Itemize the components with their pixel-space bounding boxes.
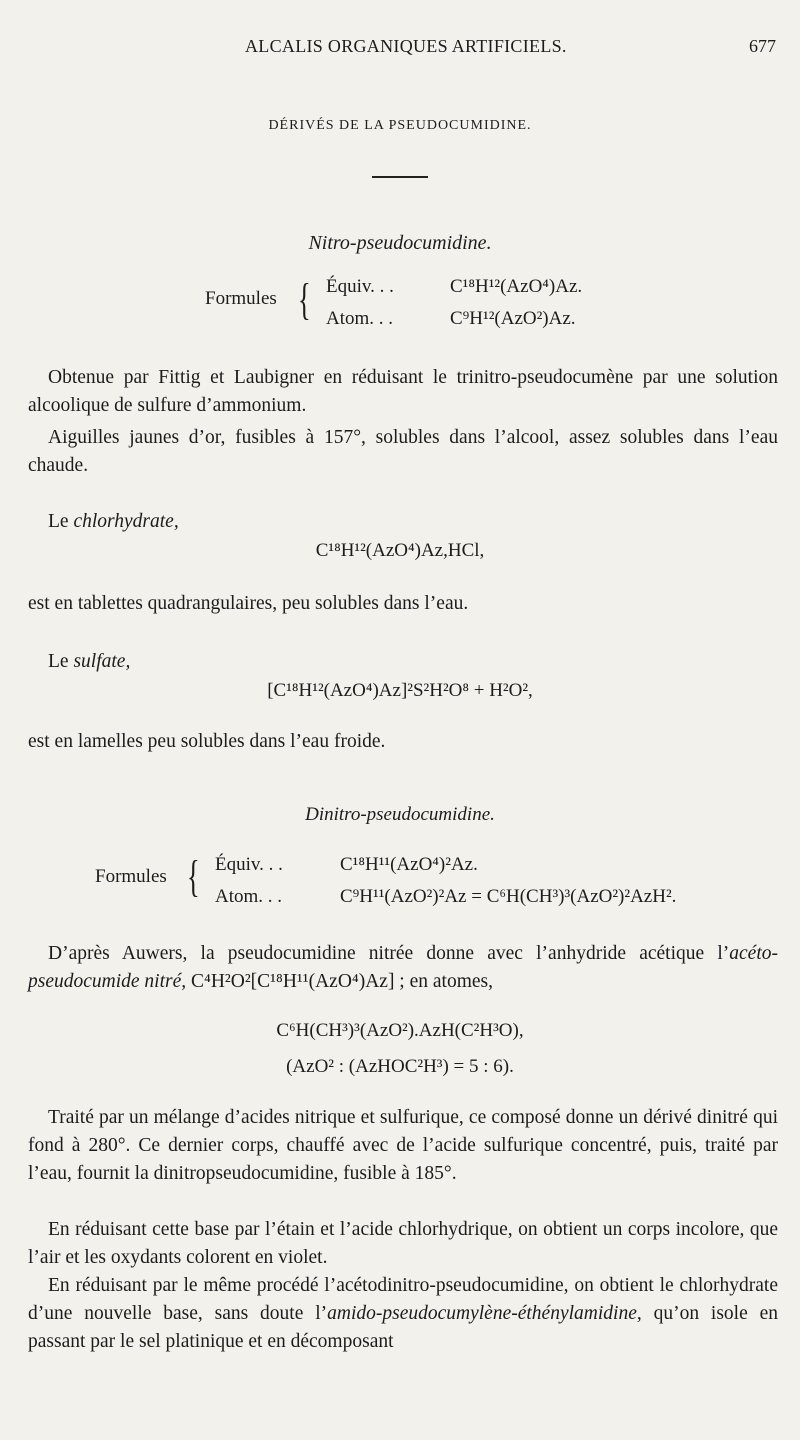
nitro-title: Nitro-pseudocumidine. bbox=[308, 232, 492, 254]
dinitro-p1-italic: acéto-pseudocumide nitré, bbox=[28, 943, 778, 992]
dinitro-p1-end: C⁴H²O²[C¹⁸H¹¹(AzO⁴)Az] ; en atomes, bbox=[186, 971, 493, 992]
dinitro-formulas-label: Formules bbox=[95, 866, 167, 887]
nitro-brace-icon: { bbox=[298, 275, 311, 324]
dinitro-equiv-formula: C¹⁸H¹¹(AzO⁴)²Az. bbox=[340, 854, 478, 875]
dinitro-brace-icon: { bbox=[187, 852, 200, 901]
dinitro-equiv-label: Équiv. . . bbox=[215, 854, 283, 875]
chlorhydrate-intro: Le bbox=[48, 511, 69, 532]
dinitro-paragraph-1 bbox=[28, 940, 778, 996]
chlorhydrate-word: chlorhydrate, bbox=[73, 511, 179, 532]
dinitro-p4-italic: amido-pseudocumylène-éthénylamidine, bbox=[327, 1303, 642, 1324]
sulfate-line bbox=[28, 648, 778, 676]
dinitro-paragraph-4 bbox=[28, 1272, 778, 1356]
sulfate-word: sulfate, bbox=[73, 651, 131, 672]
nitro-equiv-formula: C¹⁸H¹²(AzO⁴)Az. bbox=[450, 276, 583, 297]
nitro-paragraph-1: Obtenue par Fittig et Laubigner en réduisant le trinitro-pseudocumène par une solution alcoolique de sulfure d’ammonium. bbox=[28, 367, 778, 416]
nitro-formulas-label: Formules bbox=[205, 288, 277, 309]
chlorhydrate-description: est en tablettes quadrangulaires, peu solubles dans l’eau. bbox=[28, 593, 469, 614]
dinitro-p4-end: qu’on isole en passant par le sel platinique et en décomposant bbox=[28, 1303, 778, 1352]
sulfate-formula: [C¹⁸H¹²(AzO⁴)Az]²S²H²O⁸ + H²O², bbox=[267, 680, 533, 701]
nitro-atom-label: Atom. . . bbox=[326, 308, 394, 329]
sulfate-description: est en lamelles peu solubles dans l’eau froide. bbox=[28, 731, 386, 752]
running-title: ALCALIS ORGANIQUES ARTIFICIELS. bbox=[245, 36, 567, 56]
divider-rule bbox=[372, 176, 428, 178]
dinitro-atom-formula: C⁹H¹¹(AzO²)²Az = C⁶H(CH³)³(AzO²)²AzH². bbox=[340, 886, 677, 907]
section-heading: DÉRIVÉS DE LA PSEUDOCUMIDINE. bbox=[268, 118, 532, 133]
chlorhydrate-line bbox=[28, 508, 778, 536]
dinitro-paragraph-2: Traité par un mélange d’acides nitrique et sulfurique, ce composé donne un dérivé dinitré qui fond à 280°. Ce dernier corps, chauffé avec de l’acide sulfurique concentré, puis, traité par l’eau, fournit la dinitropseudocumidine, fusible à 185°. bbox=[28, 1107, 778, 1184]
nitro-paragraph-2: Aiguilles jaunes d’or, fusibles à 157°, solubles dans l’alcool, assez solubles dans l’eau chaude. bbox=[28, 427, 778, 476]
dinitro-p4-start: En réduisant par le même procédé l’acétodinitro-pseudocumidine, on obtient le chlorhydrate d’une nouvelle base, sans doute l’ bbox=[28, 1275, 778, 1324]
sulfate-intro: Le bbox=[48, 651, 69, 672]
dinitro-title: Dinitro-pseudocumidine. bbox=[305, 804, 495, 825]
dinitro-atom-label: Atom. . . bbox=[215, 886, 283, 907]
chlorhydrate-formula: C¹⁸H¹²(AzO⁴)Az,HCl, bbox=[315, 540, 485, 561]
nitro-atom-formula: C⁹H¹²(AzO²)Az. bbox=[450, 308, 576, 329]
page-number: 677 bbox=[749, 36, 776, 56]
dinitro-paragraph-3: En réduisant cette base par l’étain et l’acide chlorhydrique, on obtient un corps incolore, que l’air et les oxydants colorent en violet. bbox=[28, 1219, 778, 1268]
dinitro-atoms-formula-2: (AzO² : (AzHOC²H³) = 5 : 6). bbox=[286, 1056, 514, 1077]
nitro-equiv-label: Équiv. . . bbox=[326, 276, 394, 297]
dinitro-atoms-formula-1: C⁶H(CH³)³(AzO²).AzH(C²H³O), bbox=[276, 1020, 524, 1041]
dinitro-p1-start: D’après Auwers, la pseudocumidine nitrée donne avec l’anhydride acétique l’ bbox=[48, 943, 730, 964]
